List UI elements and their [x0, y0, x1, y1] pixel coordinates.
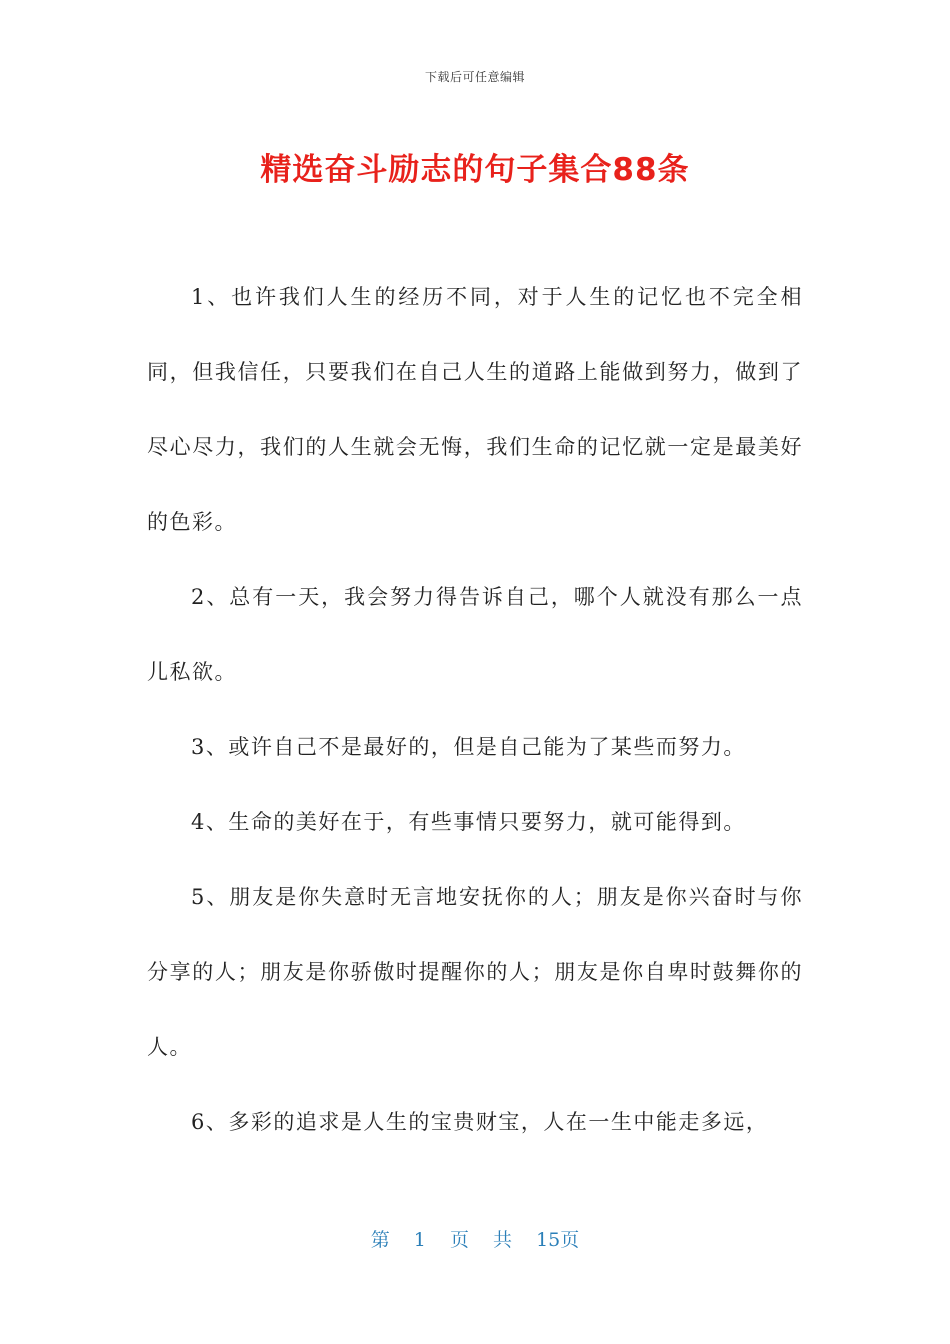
- page-footer: [0, 1225, 950, 1252]
- header-note: 下载后可任意编辑: [424, 70, 525, 84]
- paragraph-6: 6、多彩的追求是人生的宝贵财宝，人在一生中能走多远，: [191, 1110, 769, 1134]
- footer-prefix: 第: [370, 1229, 390, 1251]
- document-body: [147, 260, 803, 1160]
- footer-page-word: 页: [449, 1229, 469, 1251]
- footer-total-pages: 15页: [536, 1229, 580, 1251]
- paragraph-1: 1、也许我们人生的经历不同，对于人生的记忆也不完全相同，但我信任，只要我们在自己人生的道路上能做到努力，做到了尽心尽力，我们的人生就会无悔，我们生命的记忆就一定是最美好的色彩。: [147, 285, 803, 534]
- paragraph-2: 2、总有一天，我会努力得告诉自己，哪个人就没有那么一点儿私欲。: [147, 585, 803, 684]
- paragraph-4: 4、生命的美好在于，有些事情只要努力，就可能得到。: [191, 810, 746, 834]
- paragraph-3: 3、或许自己不是最好的，但是自己能为了某些而努力。: [191, 735, 746, 759]
- footer-current-page: 1: [413, 1229, 426, 1251]
- footer-total-word: 共: [493, 1229, 513, 1251]
- paragraph-5: 5、朋友是你失意时无言地安抚你的人；朋友是你兴奋时与你分享的人；朋友是你骄傲时提醒你的人；朋友是你自卑时鼓舞你的人。: [147, 885, 803, 1059]
- document-title: 精选奋斗励志的句子集合88条: [260, 152, 690, 188]
